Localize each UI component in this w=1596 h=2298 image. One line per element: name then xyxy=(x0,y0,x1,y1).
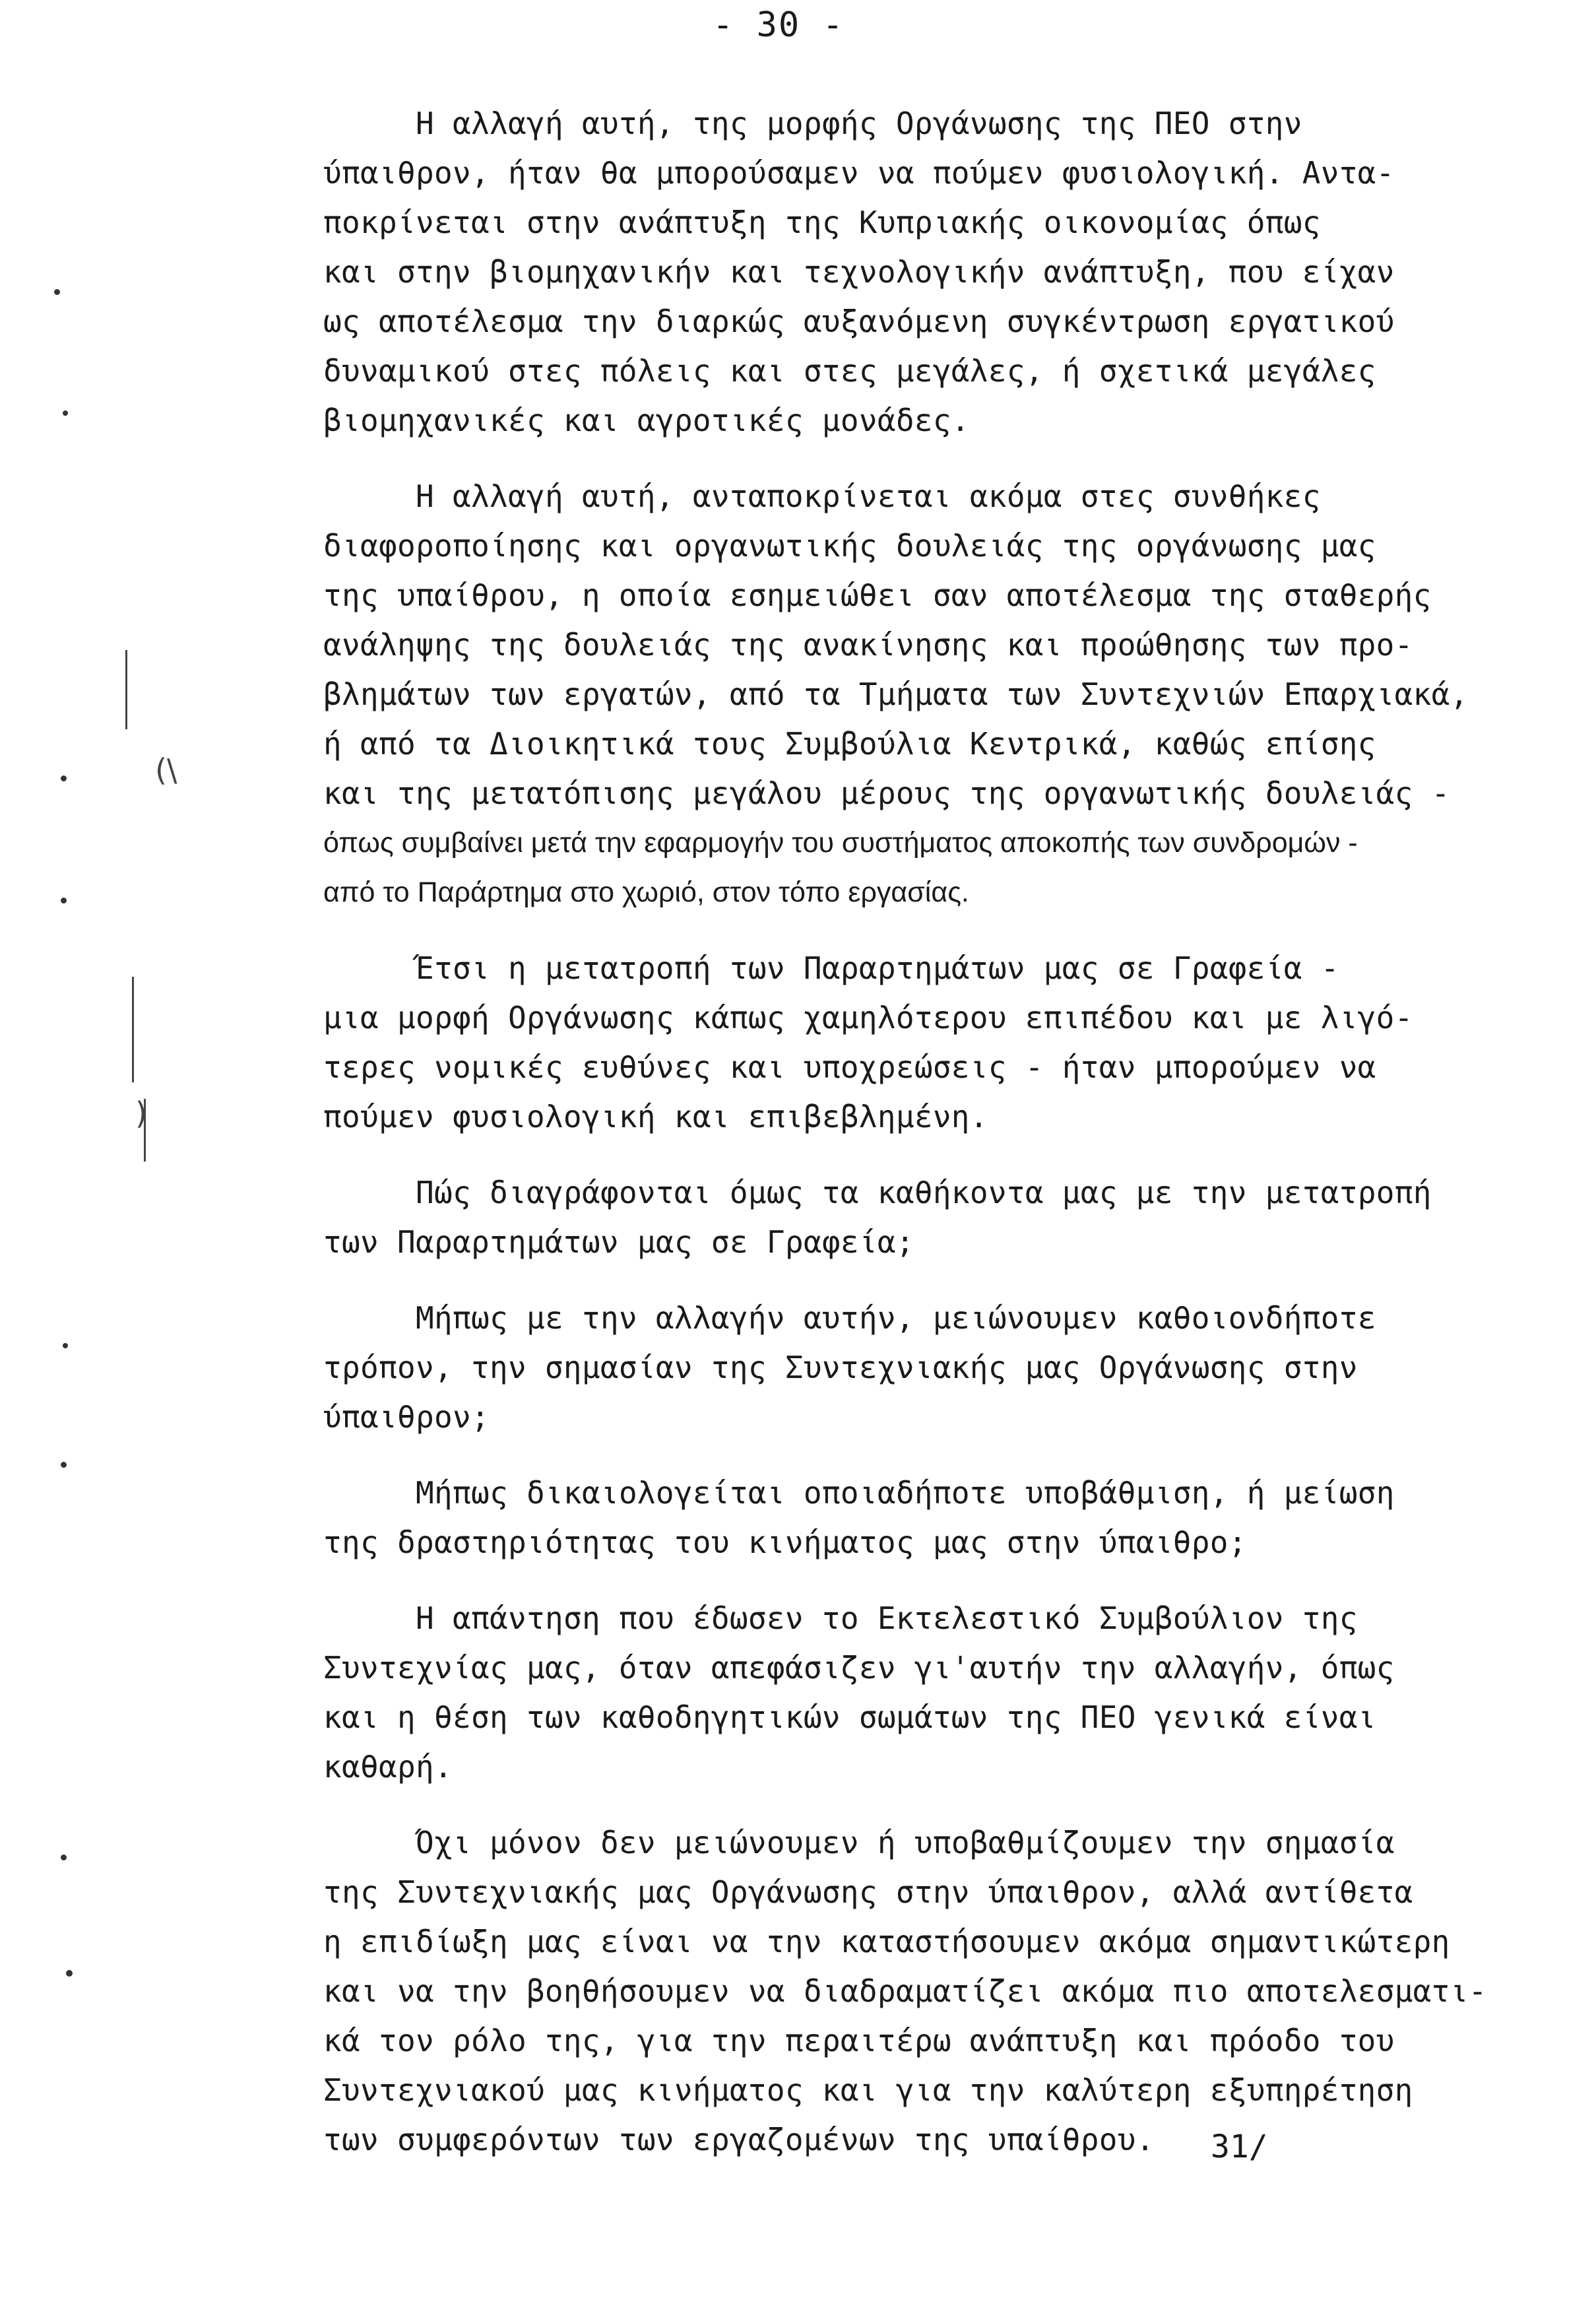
text-line: βλημάτων των εργατών, από τα Τμήματα των Συντεχνιών Επαρχιακά, xyxy=(323,676,1469,712)
text-line-inserted: όπως συμβαίνει μετά την εφαρμογήν του συστήματος αποκοπής των συνδρομών - xyxy=(323,827,1358,859)
text-line: η επιδίωξη μας είναι να την καταστήσουμεν ακόμα σημαντικώτερη xyxy=(323,1924,1450,1959)
text-line: της υπαίθρου, η οποία εσημειώθει σαν αποτέλεσμα της σταθερής xyxy=(323,577,1432,613)
text-line: ως αποτέλεσμα την διαρκώς αυξανόμενη συγκέντρωση εργατικού xyxy=(323,304,1395,339)
text-line: Η απάντηση που έδωσεν το Εκτελεστικό Συμβούλιον της xyxy=(416,1600,1358,1636)
scan-speck xyxy=(61,775,67,781)
paragraph xyxy=(323,1168,1550,1267)
text-line: Η αλλαγή αυτή, της μορφής Οργάνωσης της ΠΕΟ στην xyxy=(416,106,1302,141)
scan-speck xyxy=(61,1462,67,1468)
scan-speck xyxy=(63,410,68,416)
margin-scribble: ) xyxy=(135,1096,147,1131)
text-line: ανάληψης της δουλειάς της ανακίνησης και προώθησης των προ- xyxy=(323,627,1413,663)
text-line: τερες νομικές ευθύνες και υποχρεώσεις - ήταν μπορούμεν να xyxy=(323,1049,1376,1085)
text-line: ή από τα Διοικητικά τους Συμβούλια Κεντρικά, καθώς επίσης xyxy=(323,726,1376,762)
margin-line-mark xyxy=(132,977,134,1082)
text-line: Μήπως με την αλλαγήν αυτήν, μειώνουμεν καθοιονδήποτε xyxy=(416,1300,1376,1336)
text-line: και η θέση των καθοδηγητικών σωμάτων της ΠΕΟ γενικά είναι xyxy=(323,1699,1376,1735)
text-line: δυναμικού στες πόλεις και στες μεγάλες, ή σχετικά μεγάλες xyxy=(323,353,1376,389)
text-line: μια μορφή Οργάνωσης κάπως χαμηλότερου επιπέδου και με λιγό- xyxy=(323,1000,1413,1035)
text-line: ποκρίνεται στην ανάπτυξη της Κυπριακής οικονομίας όπως xyxy=(323,205,1321,240)
text-line: διαφοροποίησης και οργανωτικής δουλειάς της οργάνωσης μας xyxy=(323,528,1376,564)
margin-line-mark xyxy=(125,650,127,729)
text-line: ύπαιθρον, ήταν θα μπορούσαμεν να πούμεν φυσιολογική. Αντα- xyxy=(323,155,1395,191)
text-line: πούμεν φυσιολογική και επιβεβλημένη. xyxy=(323,1099,988,1134)
text-line: των Παραρτημάτων μας σε Γραφεία; xyxy=(323,1224,914,1260)
paragraph xyxy=(323,1594,1550,1792)
text-line: Η αλλαγή αυτή, ανταποκρίνεται ακόμα στες συνθήκες xyxy=(416,478,1321,514)
paragraph xyxy=(323,1294,1550,1442)
scan-speck xyxy=(54,289,60,295)
text-line: Συντεχνιακού μας κινήματος και για την καλύτερη εξυπηρέτηση xyxy=(323,2072,1413,2108)
scan-speck xyxy=(61,1855,67,1860)
document-body xyxy=(323,99,1550,2191)
scan-speck xyxy=(61,898,67,903)
paragraph xyxy=(323,1468,1550,1567)
paragraph xyxy=(323,944,1550,1142)
text-line: Μήπως δικαιολογείται οποιαδήποτε υποβάθμιση, ή μείωση xyxy=(416,1475,1395,1511)
text-line: Έτσι η μετατροπή των Παραρτημάτων μας σε Γραφεία - xyxy=(416,950,1339,986)
margin-scribble: (\ xyxy=(155,752,177,788)
text-line: της Συντεχνιακής μας Οργάνωσης στην ύπαιθρον, αλλά αντίθετα xyxy=(323,1874,1413,1910)
text-line-inserted: από το Παράρτημα στο χωριό, στον τόπο εργασίας. xyxy=(323,876,969,908)
paragraph xyxy=(323,1818,1550,2165)
scan-speck xyxy=(63,1343,68,1348)
text-line: και στην βιομηχανικήν και τεχνολογικήν ανάπτυξη, που είχαν xyxy=(323,254,1395,290)
next-page-reference: 31/ xyxy=(1211,2128,1268,2165)
text-line: Συντεχνίας μας, όταν απεφάσιζεν γι'αυτήν την αλλαγήν, όπως xyxy=(323,1650,1395,1686)
text-line: των συμφερόντων των εργαζομένων της υπαίθρου. xyxy=(323,2122,1155,2157)
text-line: και να την βοηθήσουμεν να διαδραματίζει ακόμα πιο αποτελεσματι- xyxy=(323,1973,1487,2009)
text-line: καθαρή. xyxy=(323,1749,453,1785)
paragraph xyxy=(323,472,1550,917)
page-number: - 30 - xyxy=(713,5,845,45)
text-line: κά τον ρόλο της, για την περαιτέρω ανάπτυξη και πρόοδο του xyxy=(323,2023,1395,2058)
text-line: Όχι μόνον δεν μειώνουμεν ή υποβαθμίζουμεν την σημασία xyxy=(416,1825,1395,1860)
text-line: ύπαιθρον; xyxy=(323,1399,490,1435)
text-line: τρόπον, την σημασίαν της Συντεχνιακής μας Οργάνωσης στην xyxy=(323,1350,1358,1385)
scan-speck xyxy=(66,1970,73,1977)
paragraph xyxy=(323,99,1550,445)
text-line: Πώς διαγράφονται όμως τα καθήκοντα μας με την μετατροπή xyxy=(416,1175,1432,1210)
text-line: και της μετατόπισης μεγάλου μέρους της οργανωτικής δουλειάς - xyxy=(323,775,1450,811)
text-line: βιομηχανικές και αγροτικές μονάδες. xyxy=(323,403,970,438)
text-line: της δραστηριότητας του κινήματος μας στην ύπαιθρο; xyxy=(323,1525,1247,1560)
